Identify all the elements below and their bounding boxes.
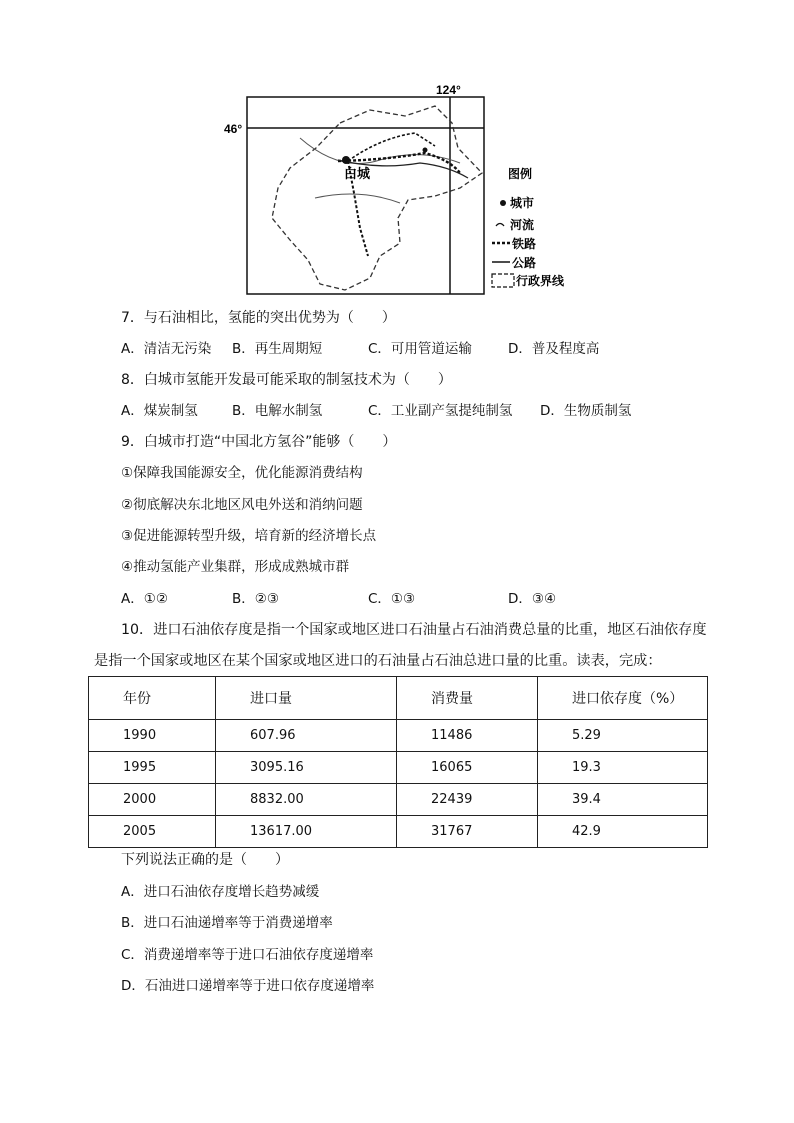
cell: 2000 bbox=[89, 784, 216, 816]
table-row bbox=[89, 816, 708, 848]
legend-city-icon bbox=[500, 200, 506, 206]
header-import: 进口量 bbox=[216, 677, 397, 720]
city-label: 白城 bbox=[344, 167, 371, 182]
q9-item-4: ④推动氢能产业集群，形成成熟城市群 bbox=[121, 559, 350, 575]
legend-admin-boundary: 行政界线 bbox=[516, 274, 565, 288]
q8-option-c[interactable]: C．工业副产氢提纯制氢 bbox=[368, 403, 513, 419]
q8-option-b[interactable]: B．电解水制氢 bbox=[232, 403, 323, 419]
cell: 11486 bbox=[397, 720, 538, 752]
q9-option-b[interactable]: B．②③ bbox=[232, 591, 279, 607]
table-row bbox=[89, 784, 708, 816]
q10-question: 下列说法正确的是（ ） bbox=[121, 852, 289, 868]
q10-intro-line2: 是指一个国家或地区在某个国家或地区进口的石油量占石油总进口量的比重。读表，完成： bbox=[94, 653, 662, 669]
legend-title: 图例 bbox=[508, 167, 533, 181]
q8-stem: 8．白城市氢能开发最可能采取的制氢技术为（ ） bbox=[121, 372, 452, 388]
q7-stem: 7．与石油相比，氢能的突出优势为（ ） bbox=[121, 310, 396, 326]
cell: 1990 bbox=[89, 720, 216, 752]
q9-option-c[interactable]: C．①③ bbox=[368, 591, 416, 607]
q9-item-2: ②彻底解决东北地区风电外送和消纳问题 bbox=[121, 497, 363, 513]
cell: 31767 bbox=[397, 816, 538, 848]
legend-river: 河流 bbox=[510, 218, 535, 232]
cell: 2005 bbox=[89, 816, 216, 848]
legend-river-icon bbox=[496, 224, 504, 227]
q10-option-d[interactable]: D．石油进口递增率等于进口依存度递增率 bbox=[121, 978, 375, 994]
q8-option-a[interactable]: A．煤炭制氢 bbox=[121, 403, 198, 419]
table-row bbox=[89, 720, 708, 752]
cell: 3095.16 bbox=[216, 752, 397, 784]
q8-option-d[interactable]: D．生物质制氢 bbox=[540, 403, 632, 419]
lon-label: 124° bbox=[436, 83, 461, 97]
q10-option-c[interactable]: C．消费递增率等于进口石油依存度递增率 bbox=[121, 947, 374, 963]
q9-item-1: ①保障我国能源安全，优化能源消费结构 bbox=[121, 465, 363, 481]
q9-stem: 9．白城市打造“中国北方氢谷”能够（ ） bbox=[121, 434, 397, 450]
q10-intro-line1: 10．进口石油依存度是指一个国家或地区进口石油量占石油消费总量的比重，地区石油依存度 bbox=[121, 622, 707, 638]
header-year: 年份 bbox=[89, 677, 216, 720]
legend-railway: 铁路 bbox=[512, 237, 537, 251]
q10-option-a[interactable]: A．进口石油依存度增长趋势减缓 bbox=[121, 884, 320, 900]
city-marker bbox=[423, 148, 428, 153]
q9-option-a[interactable]: A．①② bbox=[121, 591, 168, 607]
cell: 8832.00 bbox=[216, 784, 397, 816]
header-dependency: 进口依存度（%） bbox=[538, 677, 708, 720]
q7-option-b[interactable]: B．再生周期短 bbox=[232, 341, 323, 357]
legend-highway: 公路 bbox=[512, 256, 537, 270]
cell: 16065 bbox=[397, 752, 538, 784]
header-consumption: 消费量 bbox=[397, 677, 538, 720]
cell: 39.4 bbox=[538, 784, 708, 816]
q7-option-c[interactable]: C．可用管道运输 bbox=[368, 341, 472, 357]
cell: 13617.00 bbox=[216, 816, 397, 848]
table-header-row bbox=[89, 677, 708, 720]
legend-city: 城市 bbox=[510, 196, 535, 210]
cell: 19.3 bbox=[538, 752, 708, 784]
cell: 42.9 bbox=[538, 816, 708, 848]
q9-item-3: ③促进能源转型升级，培育新的经济增长点 bbox=[121, 528, 377, 544]
oil-dependency-table bbox=[88, 676, 708, 848]
baicheng-map bbox=[220, 78, 580, 300]
cell: 1995 bbox=[89, 752, 216, 784]
river bbox=[315, 194, 400, 203]
q7-option-d[interactable]: D．普及程度高 bbox=[508, 341, 600, 357]
q7-option-a[interactable]: A．清洁无污染 bbox=[121, 341, 212, 357]
cell: 607.96 bbox=[216, 720, 397, 752]
cell: 22439 bbox=[397, 784, 538, 816]
baicheng-city-marker bbox=[342, 156, 350, 164]
cell: 5.29 bbox=[538, 720, 708, 752]
q9-option-d[interactable]: D．③④ bbox=[508, 591, 557, 607]
lat-label: 46° bbox=[224, 122, 243, 136]
map-frame bbox=[247, 97, 484, 294]
legend-admin-icon bbox=[492, 274, 514, 287]
q10-option-b[interactable]: B．进口石油递增率等于消费递增率 bbox=[121, 915, 333, 931]
table-row bbox=[89, 752, 708, 784]
